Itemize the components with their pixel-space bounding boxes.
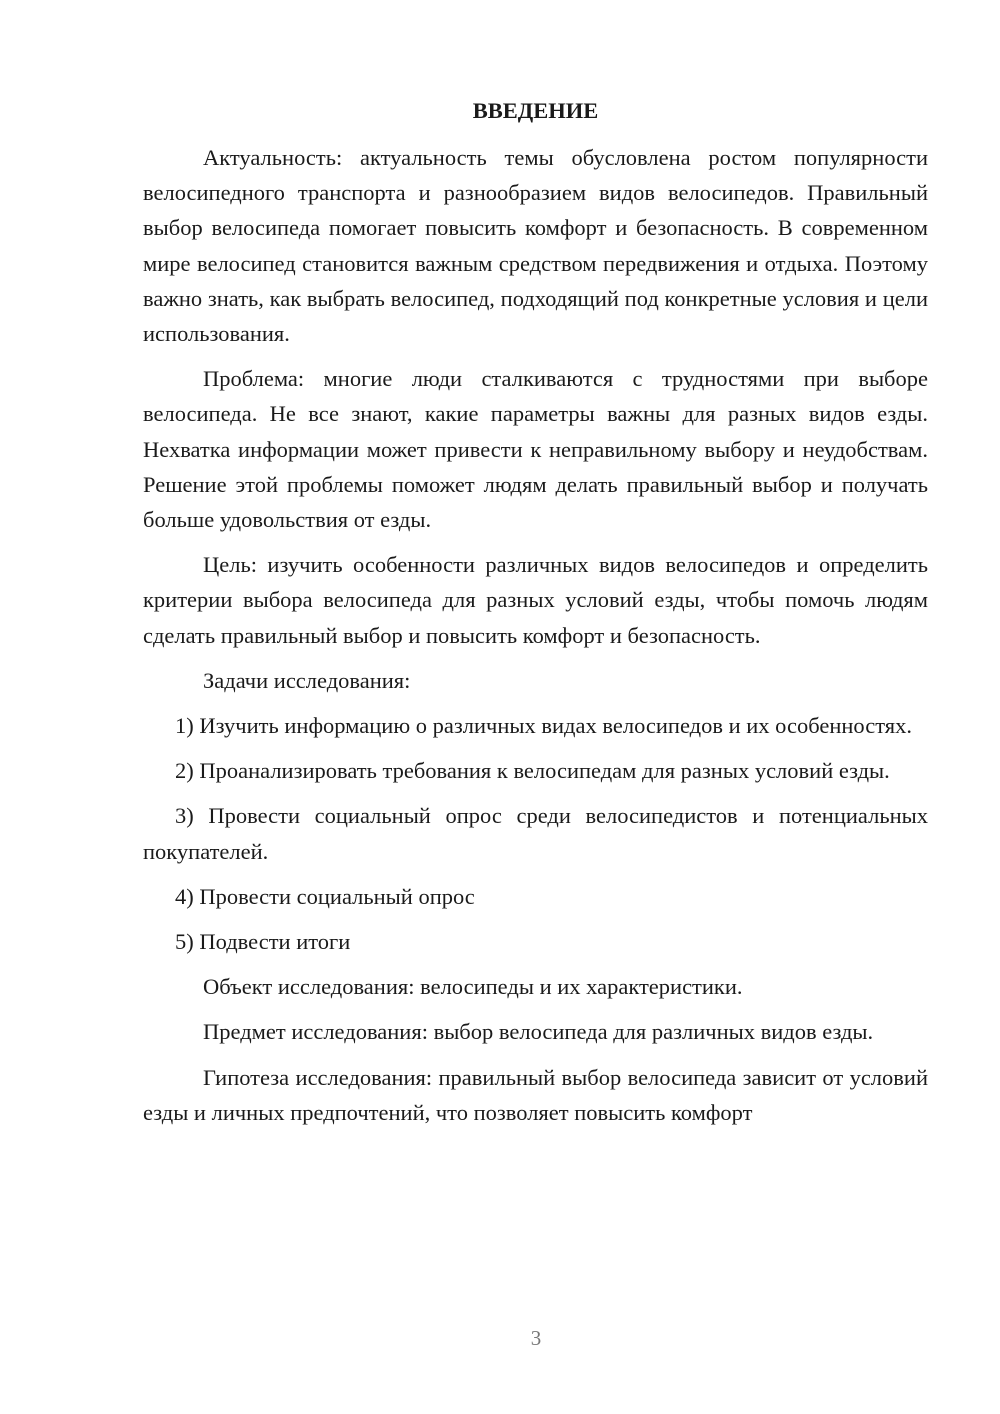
paragraph-object: Объект исследования: велосипеды и их характеристики. xyxy=(203,974,743,1000)
paragraph-relevance: Актуальность: актуальность темы обусловлена ростом популярности велосипедного транспорта и разнообразием видов велосипедов. Правильный выбор велосипеда помогает повысить комфорт и безопасность. В современном мире велосипед становится важным средством передвижения и отдыха. Поэтому важно знать, как выбрать велосипед, подходящий под конкретные условия и цели использования. xyxy=(143,145,928,347)
task-item: 2) Проанализировать требования к велосипедам для разных условий езды. xyxy=(175,758,890,784)
section-heading: ВВЕДЕНИЕ xyxy=(472,98,599,123)
task-item: 4) Провести социальный опрос xyxy=(175,883,475,909)
paragraph-subject: Предмет исследования: выбор велосипеда для различных видов езды. xyxy=(203,1019,874,1045)
paragraph-tasks-intro: Задачи исследования: xyxy=(203,667,411,693)
task-item: 3) Провести социальный опрос среди велосипедистов и потенциальных покупателей. xyxy=(143,803,928,864)
paragraph-problem: Проблема: многие люди сталкиваются с трудностями при выборе велосипеда. Не все знают, какие параметры важны для разных видов езды. Нехватка информации может привести к неправильному выбору и неудобствам. Решение этой проблемы поможет людям делать правильный выбор и получать больше удовольствия от езды. xyxy=(143,366,928,533)
task-item: 1) Изучить информацию о различных видах велосипедов и их особенностях. xyxy=(175,713,912,739)
tasks-list xyxy=(143,708,928,959)
paragraph-hypothesis: Гипотеза исследования: правильный выбор велосипеда зависит от условий езды и личных предпочтений, что позволяет повысить комфорт xyxy=(143,1064,928,1125)
page-body xyxy=(143,93,928,1140)
page-number: 3 xyxy=(530,1326,542,1350)
task-item: 5) Подвести итоги xyxy=(175,929,351,955)
paragraph-goal: Цель: изучить особенности различных видов велосипедов и определить критерии выбора велосипеда для разных условий езды, чтобы помочь людям сделать правильный выбор и повысить комфорт и безопасность. xyxy=(143,552,928,648)
